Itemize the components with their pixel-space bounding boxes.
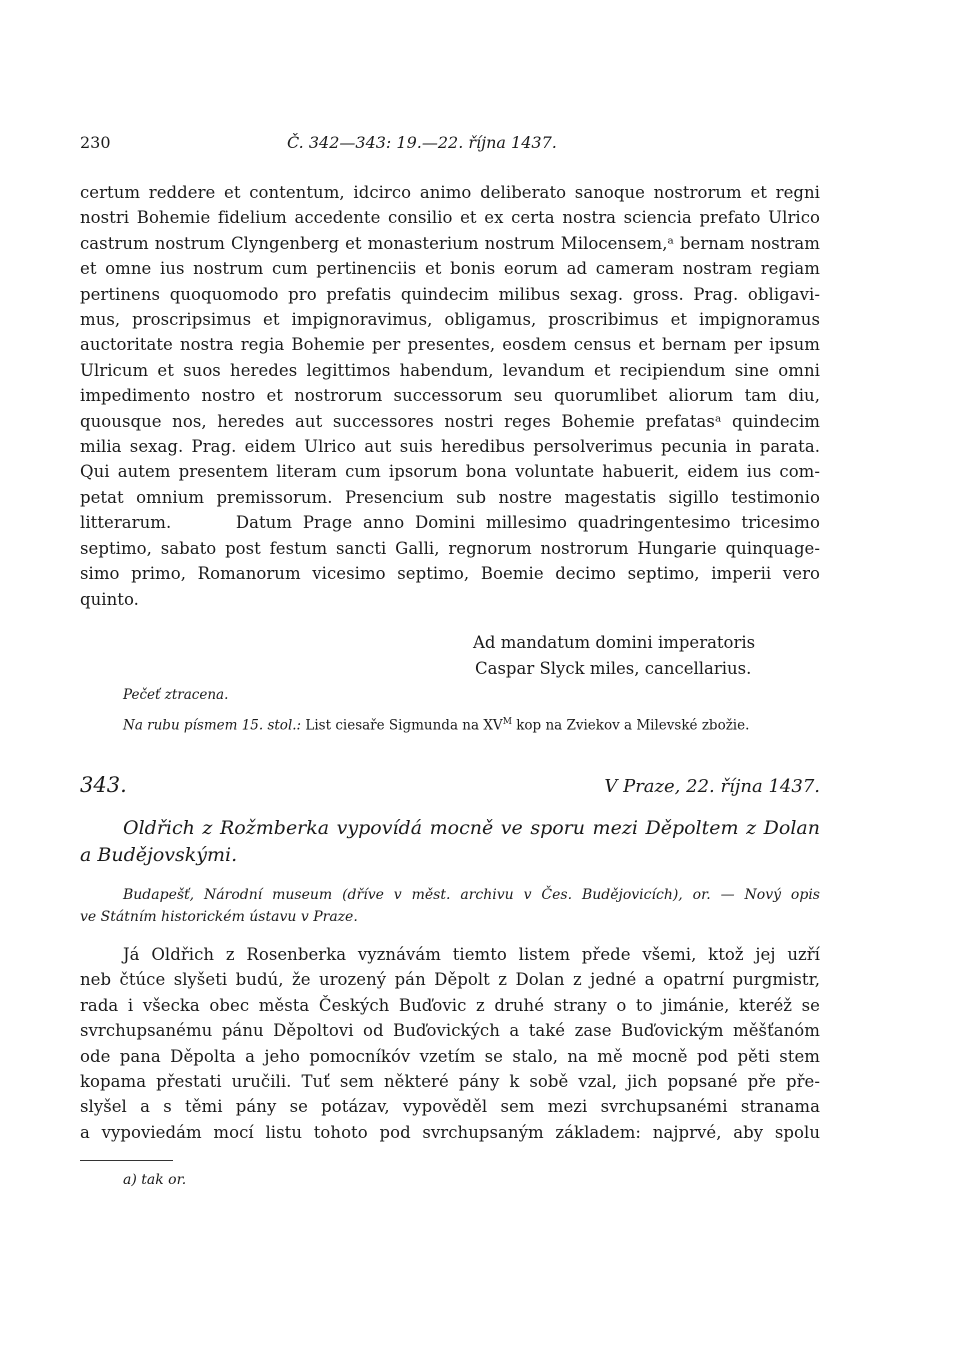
- text-line: neb čtúce slyšeti budú, že urozený pán Děpolt z Dolan z jedné a opatrní purgmistr,: [80, 970, 820, 990]
- text-line: petat omnium premissorum. Presencium sub nostre magestatis sigillo testimonio: [80, 487, 820, 507]
- footnote-rule: [80, 1160, 173, 1161]
- seal-note: Pečeť ztracena.: [123, 687, 229, 703]
- text-line: et omne ius nostrum cum pertinenciis et bonis eorum ad cameram nostram regiam: [80, 259, 820, 279]
- text-line: castrum nostrum Clyngenberg et monasterium nostrum Milocensem,ᵃ bernam nostram: [80, 233, 820, 253]
- running-head-title: Č. 342—343: 19.—22. října 1437.: [287, 133, 557, 152]
- text-line: nostri Bohemie fidelium accedente consilio et ex certa nostra sciencia prefato Ulrico: [80, 208, 820, 228]
- running-head: [80, 133, 820, 163]
- document-source: [80, 884, 820, 928]
- signature-line-2: Caspar Slyck miles, cancellarius.: [475, 659, 752, 678]
- regest-line: a Budějovskými.: [80, 844, 238, 866]
- footnote: a) tak or.: [123, 1172, 187, 1188]
- dorsal-note-text-end: kop na Zviekov a Milevské zbožie.: [511, 717, 750, 734]
- text-line: simo primo, Romanorum vicesimo septimo, Boemie decimo septimo, imperii vero: [80, 564, 820, 584]
- text-line: Já Oldřich z Rosenberka vyznávám tiemto listem přede všemi, ktož jej uzří: [123, 945, 820, 964]
- text-line: a vypoviedám mocí listu tohoto pod svrchupsaným základem: najprvé, aby spolu: [80, 1122, 820, 1142]
- text-line: Ulricum et suos heredes legittimos habendum, levandum et recipiendum sine omni: [80, 360, 820, 380]
- source-line: Budapešť, Národní museum (dříve v měst. archivu v Čes. Budějovicích), or. — Nový opis: [123, 887, 820, 903]
- text-line: septimo, sabato post festum sancti Galli, regnorum nostrorum Hungarie quinquage-: [80, 538, 820, 558]
- dorsal-note-text: List ciesaře Sigmunda na XV: [301, 717, 503, 734]
- dorsal-note-superscript: M: [502, 717, 512, 727]
- text-line: impedimento nostro et nostrorum successorum seu quorumlibet aliorum tam diu,: [80, 386, 820, 406]
- text-line: quousque nos, heredes aut successores nostri reges Bohemie prefatasᵃ quindecim: [80, 411, 820, 431]
- signature-line-1: Ad mandatum domini imperatoris: [473, 633, 756, 652]
- latin-charter-text: [80, 180, 820, 612]
- text-line: quinto.: [80, 589, 139, 609]
- dorsal-note-lead: Na rubu písmem 15. stol.:: [123, 717, 302, 734]
- text-line: rada i všecka obec města Českých Buďovic z druhé strany o to jimánie, kteréž se: [80, 995, 820, 1015]
- text-line: svrchupsanému pánu Děpoltovi od Buďovických a také zase Buďovickým měšťanóm: [80, 1021, 820, 1041]
- document-number: 343.: [80, 773, 127, 797]
- document-place-date: V Praze, 22. října 1437.: [604, 776, 820, 797]
- source-line: ve Státním historickém ústavu v Praze.: [80, 909, 358, 925]
- text-line: pertinens quoquomodo pro prefatis quindecim milibus sexag. gross. Prag. obligavi-: [80, 284, 820, 304]
- text-line: slyšel a s těmi pány se potázav, vypověděl sem mezi svrchupsanémi stranama: [80, 1097, 820, 1117]
- text-line: milia sexag. Prag. eidem Ulrico aut suis heredibus persolverimus pecunia in parata.: [80, 437, 820, 457]
- page-number: 230: [80, 133, 111, 152]
- text-line: Qui autem presentem literam cum ipsorum bona voluntate habuerit, eidem ius com-: [80, 462, 820, 482]
- czech-charter-text: [80, 942, 820, 1145]
- text-line: litterarum. Datum Prage anno Domini millesimo quadringentesimo tricesimo: [80, 513, 820, 533]
- dorsal-note: [123, 717, 749, 734]
- regest-line: Oldřich z Rožmberka vypovídá mocně ve sporu mezi Děpoltem z Dolan: [123, 817, 820, 839]
- text-line: auctoritate nostra regia Bohemie per presentes, eosdem census et bernam per ipsum: [80, 335, 820, 355]
- text-line: kopama přestati uručili. Tuť sem některé pány k sobě vzal, jich popsané pře pře-: [80, 1072, 820, 1092]
- text-line: ode pana Děpolta a jeho pomocníkóv vzetím se stalo, na mě mocně pod pěti stem: [80, 1046, 820, 1066]
- text-line: mus, proscripsimus et impignoravimus, obligamus, proscribimus et impignoramus: [80, 310, 820, 330]
- text-line: certum reddere et contentum, idcirco animo deliberato sanoque nostrorum et regni: [80, 183, 820, 202]
- document-regest: [80, 815, 820, 869]
